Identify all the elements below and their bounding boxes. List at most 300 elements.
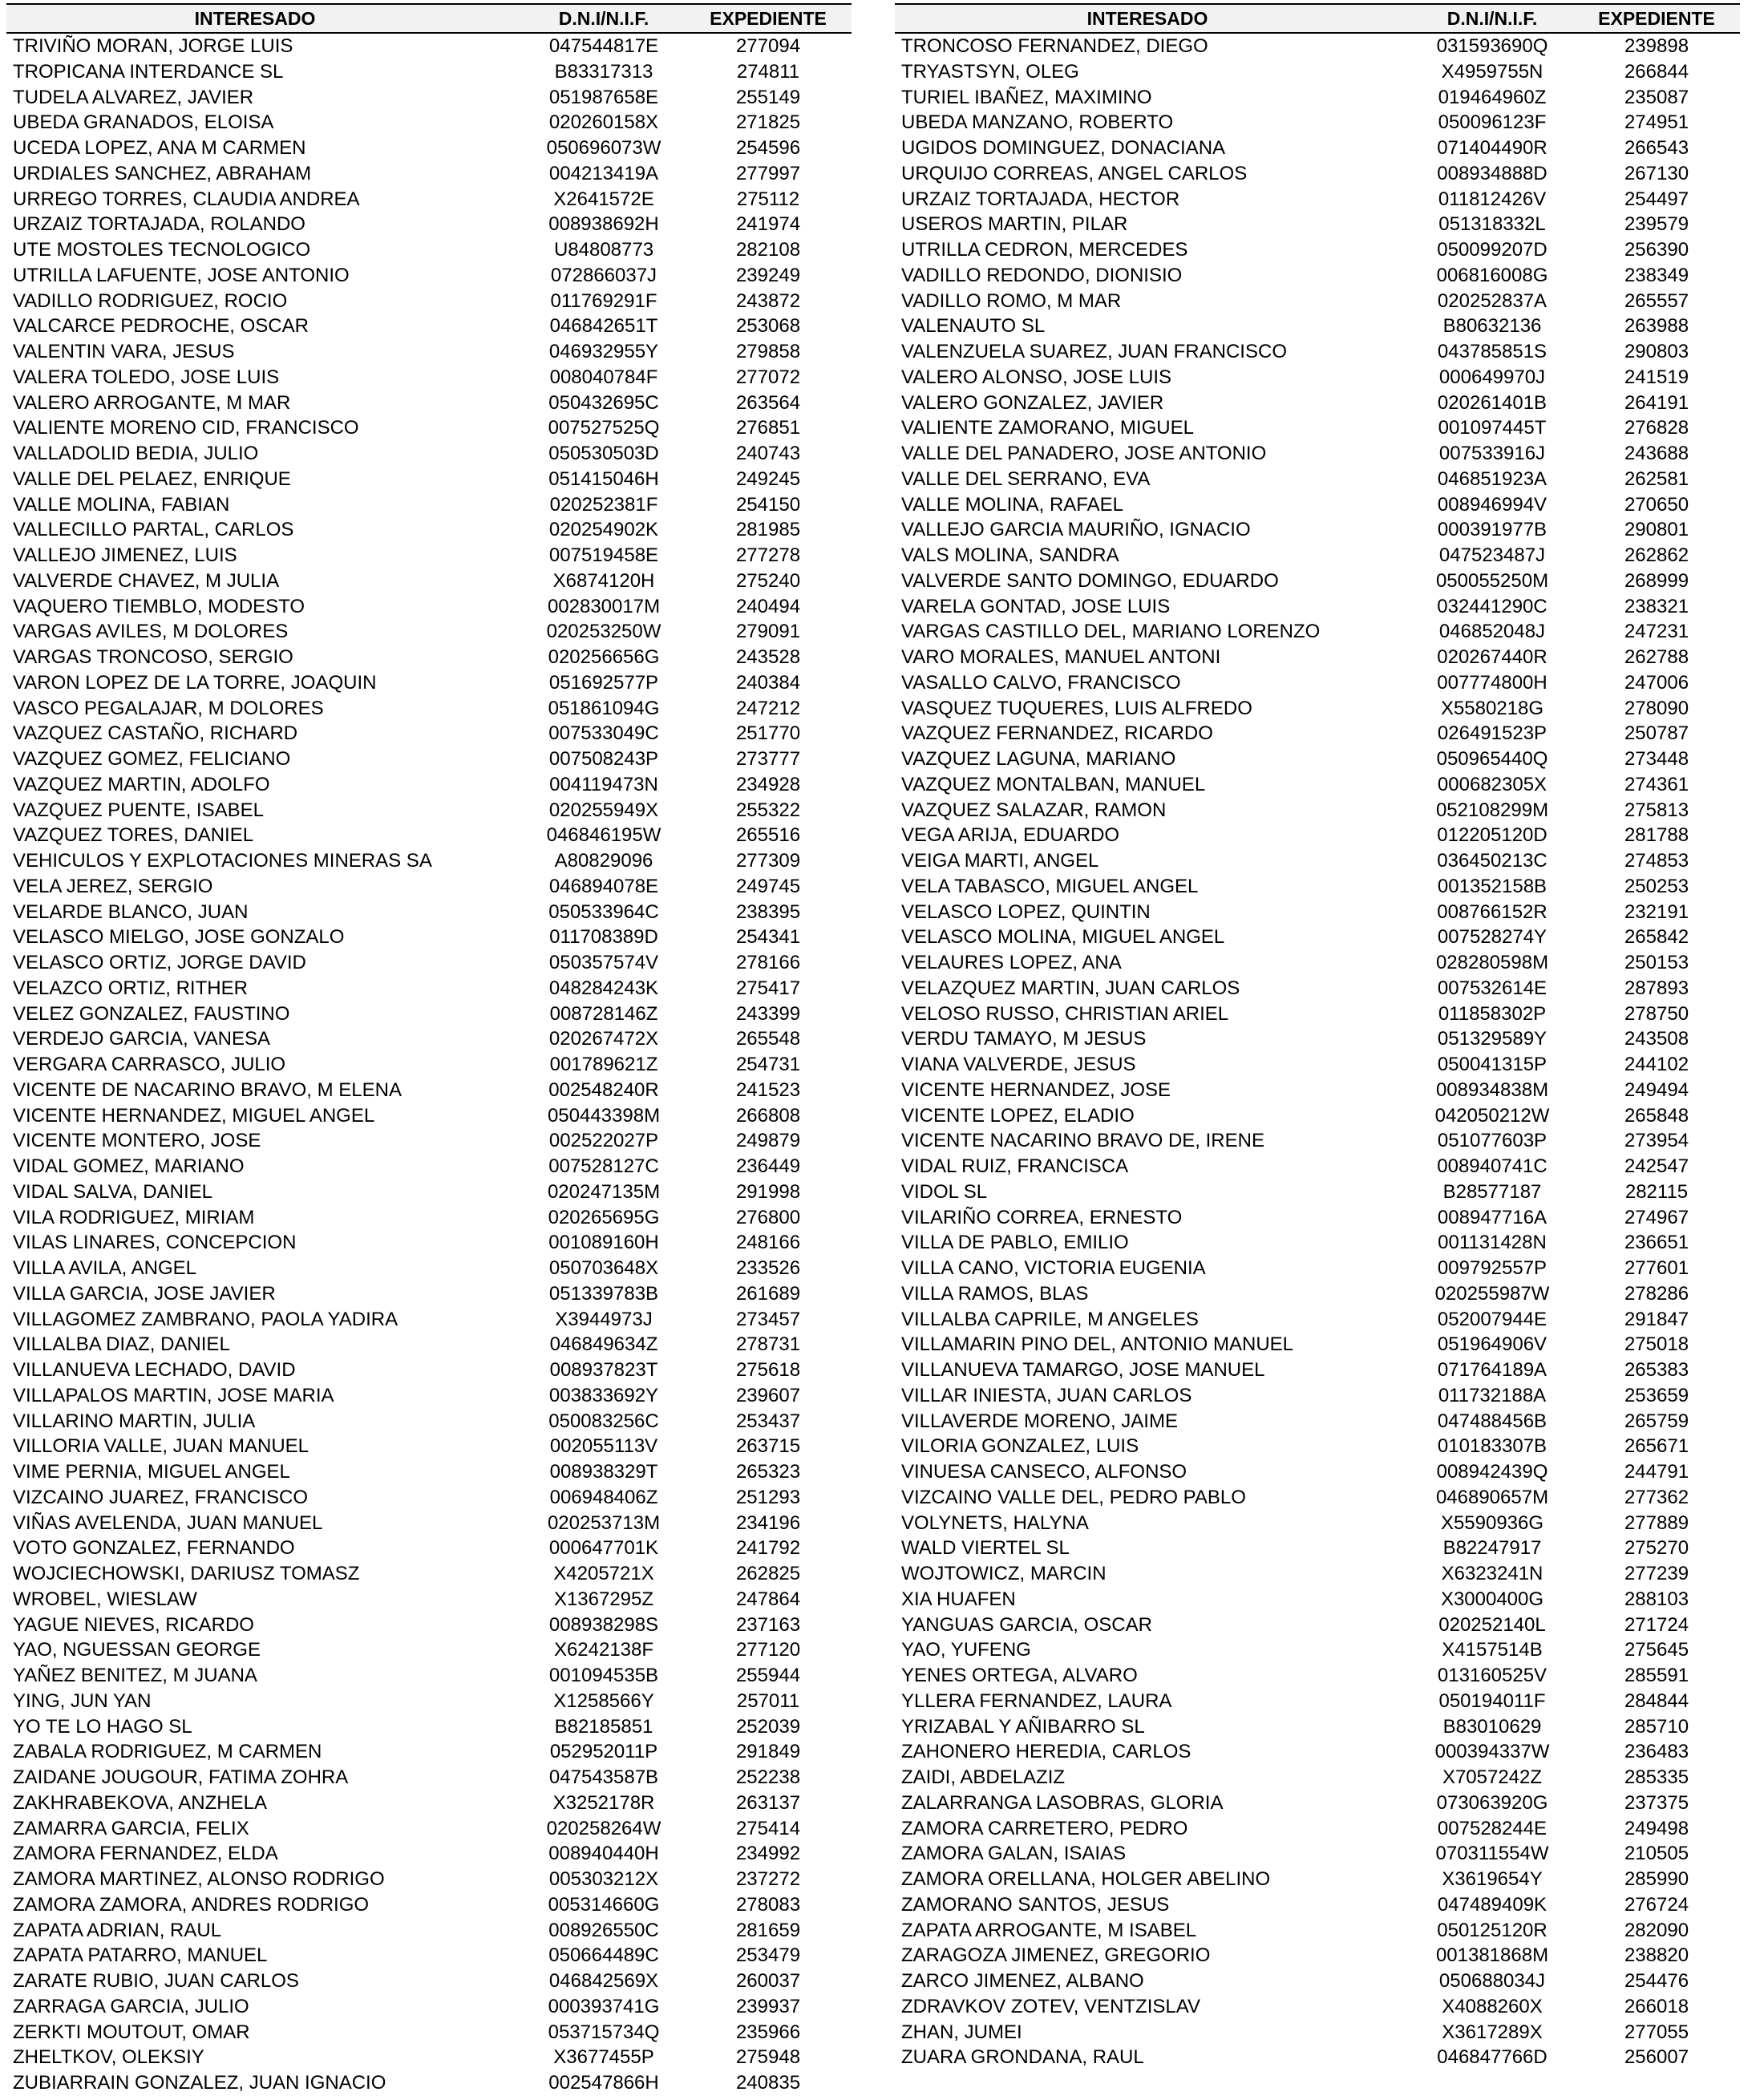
- cell-interesado: VALS MOLINA, SANDRA: [901, 544, 1119, 566]
- cell-interesado: WOJTOWICZ, MARCIN: [901, 1563, 1107, 1584]
- cell-expediente: 249494: [1624, 1078, 1689, 1101]
- cell-expediente: 265842: [1624, 926, 1689, 949]
- cell-interesado: VIDAL SALVA, DANIEL: [13, 1180, 212, 1203]
- cell-interesado: VARELA GONTAD, JOSE LUIS: [901, 595, 1171, 617]
- table-row: [895, 161, 1740, 187]
- table-row: [895, 543, 1740, 569]
- cell-expediente: 275414: [735, 1817, 801, 1839]
- cell-interesado: VILLARINO MARTIN, JULIA: [13, 1410, 256, 1432]
- table-row: [895, 517, 1740, 543]
- cell-expediente: 236651: [1624, 1232, 1689, 1254]
- cell-expediente: 277120: [735, 1639, 801, 1661]
- cell-dni: 032441290C: [1437, 595, 1548, 617]
- cell-expediente: 275948: [735, 2046, 801, 2069]
- cell-interesado: VILARIÑO CORREA, ERNESTO: [901, 1206, 1183, 1228]
- table-row: [6, 1230, 852, 1256]
- cell-expediente: 278083: [735, 1893, 801, 1916]
- cell-dni: 008940741C: [1437, 1155, 1548, 1177]
- table-row: [895, 1332, 1740, 1358]
- cell-expediente: 270650: [1624, 493, 1689, 516]
- column-header-interesado: INTERESADO: [1086, 8, 1208, 29]
- cell-interesado: VELASCO LOPEZ, QUINTIN: [901, 900, 1151, 923]
- table-row: [6, 645, 852, 670]
- cell-interesado: VELA TABASCO, MIGUEL ANGEL: [901, 875, 1199, 897]
- cell-interesado: VAZQUEZ FERNANDEZ, RICARDO: [901, 722, 1213, 745]
- cell-interesado: VIÑAS AVELENDA, JUAN MANUEL: [13, 1511, 323, 1534]
- cell-expediente: 237272: [735, 1868, 801, 1890]
- cell-expediente: 256007: [1624, 2046, 1689, 2069]
- cell-interesado: VINUESA CANSECO, ALFONSO: [901, 1461, 1187, 1483]
- table-row: [6, 798, 852, 823]
- cell-expediente: 249245: [735, 467, 801, 490]
- cell-dni: 050688034J: [1438, 1970, 1546, 1992]
- cell-expediente: 274951: [1624, 111, 1689, 134]
- cell-expediente: 243528: [735, 646, 801, 668]
- table-row: [6, 110, 852, 136]
- cell-expediente: 273954: [1624, 1130, 1689, 1152]
- table-row: [6, 1332, 852, 1358]
- table-row: [6, 1994, 852, 2020]
- cell-expediente: 238349: [1624, 264, 1689, 286]
- cell-expediente: 277309: [735, 850, 801, 872]
- cell-expediente: 276724: [1624, 1893, 1689, 1916]
- table-row: [6, 263, 852, 289]
- cell-expediente: 277239: [1624, 1563, 1689, 1584]
- cell-interesado: VADILLO ROMO, M MAR: [901, 289, 1122, 312]
- table-row: [895, 1714, 1740, 1740]
- cell-interesado: VELASCO MOLINA, MIGUEL ANGEL: [901, 926, 1225, 949]
- cell-expediente: 291998: [735, 1180, 801, 1203]
- table-row: [895, 1994, 1740, 2020]
- cell-expediente: 249745: [735, 875, 801, 897]
- cell-dni: 051339783B: [548, 1282, 659, 1305]
- table-row: [895, 925, 1740, 950]
- table-row: [6, 1969, 852, 1994]
- table-row: [6, 1841, 852, 1867]
- cell-expediente: 254476: [1624, 1970, 1689, 1992]
- cell-dni: 050533964C: [548, 900, 659, 923]
- cell-expediente: 265548: [735, 1028, 801, 1050]
- table-row: [6, 314, 852, 339]
- cell-dni: 051861094G: [548, 697, 660, 719]
- cell-interesado: VALERO GONZALEZ, JAVIER: [901, 391, 1164, 414]
- table-row: [895, 1383, 1740, 1409]
- cell-expediente: 265759: [1624, 1410, 1689, 1432]
- table-row: [6, 900, 852, 925]
- table-row: [6, 467, 852, 492]
- cell-interesado: VERGARA CARRASCO, JULIO: [13, 1054, 286, 1075]
- cell-expediente: 237163: [735, 1613, 801, 1636]
- cell-interesado: ZUARA GRONDANA, RAUL: [901, 2046, 1144, 2069]
- cell-expediente: 275645: [1624, 1639, 1689, 1661]
- cell-expediente: 247006: [1624, 671, 1689, 694]
- cell-dni: 046894078E: [548, 875, 659, 897]
- cell-dni: 046842651T: [549, 315, 658, 338]
- cell-interesado: VALIENTE ZAMORANO, MIGUEL: [901, 417, 1194, 439]
- table-row: [895, 492, 1740, 518]
- table-row: [895, 1434, 1740, 1459]
- cell-dni: 011708389D: [549, 926, 658, 949]
- table-row: [6, 1765, 852, 1791]
- table-row: [6, 823, 852, 848]
- table-row: [895, 1230, 1740, 1256]
- cell-expediente: 262825: [735, 1563, 801, 1584]
- table-row: [6, 1485, 852, 1511]
- cell-interesado: VOTO GONZALEZ, FERNANDO: [13, 1537, 295, 1560]
- left-table: [6, 3, 852, 2096]
- cell-dni: 046842569X: [548, 1970, 659, 1992]
- cell-interesado: YENES ORTEGA, ALVARO: [901, 1665, 1138, 1686]
- table-row: [895, 1765, 1740, 1791]
- cell-dni: 005303212X: [548, 1868, 659, 1890]
- cell-interesado: TURIEL IBAÑEZ, MAXIMINO: [901, 86, 1152, 108]
- table-row: [6, 1511, 852, 1536]
- cell-dni: 050055250M: [1435, 569, 1549, 592]
- table-row: [895, 721, 1740, 747]
- table-row: [895, 1205, 1740, 1231]
- cell-expediente: 253068: [735, 315, 801, 338]
- cell-interesado: UTE MOSTOLES TECNOLOGICO: [13, 239, 311, 261]
- cell-expediente: 232191: [1624, 900, 1689, 923]
- cell-expediente: 260037: [735, 1970, 801, 1992]
- cell-interesado: ZAKHRABEKOVA, ANZHELA: [13, 1791, 267, 1814]
- cell-dni: 008946994V: [1437, 493, 1548, 516]
- cell-dni: 050194011F: [1438, 1689, 1546, 1712]
- table-row: [895, 1026, 1740, 1052]
- table-row: [895, 1459, 1740, 1485]
- table-row: [6, 365, 852, 390]
- cell-interesado: URDIALES SANCHEZ, ABRAHAM: [13, 162, 312, 184]
- cell-interesado: VAZQUEZ LAGUNA, MARIANO: [901, 748, 1176, 770]
- table-row: [6, 136, 852, 161]
- cell-dni: 072866037J: [550, 264, 657, 286]
- cell-expediente: 277997: [735, 162, 801, 184]
- cell-dni: 000394337W: [1434, 1741, 1550, 1763]
- cell-dni: 011769291F: [550, 289, 657, 312]
- cell-dni: B82185851: [554, 1715, 653, 1738]
- table-row: [895, 85, 1740, 111]
- cell-interesado: VELAURES LOPEZ, ANA: [901, 952, 1122, 973]
- cell-interesado: VELASCO MIELGO, JOSE GONZALO: [13, 926, 345, 949]
- table-row: [895, 874, 1740, 900]
- cell-expediente: 277072: [735, 366, 801, 388]
- cell-dni: 053715734Q: [548, 2021, 660, 2043]
- table-row: [6, 874, 852, 900]
- cell-expediente: 256390: [1624, 239, 1689, 261]
- cell-dni: 001097445T: [1438, 417, 1547, 439]
- table-row: [895, 823, 1740, 848]
- cell-dni: 001089160H: [548, 1232, 659, 1254]
- cell-expediente: 268999: [1624, 569, 1689, 592]
- cell-interesado: VARGAS CASTILLO DEL, MARIANO LORENZO: [901, 621, 1321, 643]
- table-row: [895, 1536, 1740, 1561]
- cell-dni: 020255987W: [1434, 1282, 1550, 1305]
- cell-interesado: WALD VIERTEL SL: [901, 1537, 1070, 1560]
- cell-interesado: URQUIJO CORREAS, ANGEL CARLOS: [901, 162, 1248, 184]
- cell-dni: 008040784F: [549, 366, 658, 388]
- table-row: [6, 34, 852, 59]
- cell-dni: B80632136: [1442, 315, 1542, 338]
- cell-dni: 020253250W: [546, 621, 662, 643]
- cell-expediente: 210505: [1624, 1843, 1689, 1865]
- cell-dni: 051964906V: [1437, 1333, 1548, 1356]
- table-row: [6, 2070, 852, 2096]
- cell-interesado: VILORIA GONZALEZ, LUIS: [901, 1435, 1139, 1458]
- table-row: [895, 110, 1740, 136]
- cell-expediente: 254150: [735, 493, 801, 516]
- table-row: [6, 569, 852, 594]
- table-row: [6, 1892, 852, 1918]
- cell-expediente: 277362: [1624, 1486, 1689, 1508]
- cell-dni: 050096123F: [1438, 111, 1547, 134]
- table-row: [6, 950, 852, 976]
- cell-interesado: VELAZQUEZ MARTIN, JUAN CARLOS: [901, 977, 1240, 999]
- cell-interesado: VAZQUEZ GOMEZ, FELICIANO: [13, 748, 291, 770]
- cell-interesado: VILLA DE PABLO, EMILIO: [901, 1232, 1129, 1254]
- cell-interesado: VELOSO RUSSO, CHRISTIAN ARIEL: [901, 1002, 1229, 1025]
- cell-dni: X1367295Z: [553, 1588, 654, 1610]
- cell-dni: 004119473N: [549, 773, 658, 795]
- table-row: [895, 619, 1740, 645]
- cell-expediente: 282108: [735, 239, 801, 261]
- cell-interesado: VAZQUEZ PUENTE, ISABEL: [13, 799, 264, 821]
- cell-expediente: 239607: [735, 1384, 801, 1406]
- cell-expediente: 247212: [735, 697, 801, 719]
- cell-expediente: 264191: [1624, 391, 1689, 414]
- cell-interesado: ZALARRANGA LASOBRAS, GLORIA: [901, 1791, 1224, 1814]
- cell-dni: X3000400G: [1440, 1588, 1544, 1610]
- cell-expediente: 241519: [1624, 366, 1689, 388]
- cell-interesado: VELEZ GONZALEZ, FAUSTINO: [13, 1002, 290, 1025]
- cell-interesado: VALLE MOLINA, FABIAN: [13, 493, 230, 516]
- cell-interesado: VILLANUEVA LECHADO, DAVID: [13, 1359, 296, 1381]
- cell-expediente: 288103: [1624, 1588, 1689, 1610]
- table-row: [895, 34, 1740, 59]
- table-row: [895, 1001, 1740, 1027]
- cell-dni: 002830017M: [547, 595, 661, 617]
- cell-dni: X6874120H: [552, 569, 655, 592]
- cell-interesado: VALLEJO GARCIA MAURIÑO, IGNACIO: [901, 519, 1251, 541]
- table-row: [6, 1409, 852, 1434]
- table-row: [895, 441, 1740, 467]
- cell-interesado: VILA RODRIGUEZ, MIRIAM: [13, 1206, 255, 1228]
- cell-interesado: VAZQUEZ SALAZAR, RAMON: [901, 799, 1167, 821]
- cell-expediente: 253659: [1624, 1384, 1689, 1406]
- cell-interesado: VALVERDE CHAVEZ, M JULIA: [13, 569, 280, 592]
- cell-expediente: 265671: [1624, 1435, 1689, 1458]
- cell-dni: 009792557P: [1437, 1257, 1548, 1279]
- cell-expediente: 251293: [735, 1486, 801, 1508]
- cell-expediente: 238395: [735, 900, 801, 923]
- cell-dni: 003833692Y: [548, 1384, 659, 1406]
- table-row: [6, 543, 852, 569]
- cell-expediente: 266543: [1624, 137, 1689, 159]
- cell-interesado: ZARRAGA GARCIA, JULIO: [13, 1995, 249, 2017]
- cell-interesado: YING, JUN YAN: [13, 1689, 152, 1712]
- cell-dni: X4959755N: [1441, 60, 1544, 83]
- cell-expediente: 244791: [1624, 1461, 1689, 1483]
- cell-dni: 020267440R: [1437, 646, 1548, 668]
- cell-expediente: 248166: [735, 1232, 801, 1254]
- table-row: [6, 289, 852, 314]
- cell-interesado: ZUBIARRAIN GONZALEZ, JUAN IGNACIO: [13, 2072, 386, 2094]
- table-row: [6, 59, 852, 85]
- cell-expediente: 239579: [1624, 213, 1689, 236]
- cell-expediente: 241792: [735, 1537, 801, 1560]
- cell-interesado: VELARDE BLANCO, JUAN: [13, 900, 249, 923]
- table-row: [895, 1816, 1740, 1842]
- cell-interesado: VALLE DEL PELAEZ, ENRIQUE: [13, 467, 291, 490]
- table-row: [895, 2045, 1740, 2070]
- cell-interesado: YAÑEZ BENITEZ, M JUANA: [13, 1665, 257, 1686]
- cell-interesado: VALLADOLID BEDIA, JULIO: [13, 443, 259, 464]
- cell-expediente: 285335: [1624, 1766, 1689, 1788]
- cell-expediente: 281985: [735, 519, 801, 541]
- cell-dni: 007528127C: [548, 1155, 659, 1177]
- cell-dni: 046890657M: [1435, 1486, 1549, 1508]
- cell-interesado: VARGAS TRONCOSO, SERGIO: [13, 646, 293, 668]
- cell-dni: 050357574V: [548, 952, 659, 973]
- table-row: [6, 1026, 852, 1052]
- cell-dni: 008934838M: [1435, 1078, 1549, 1101]
- cell-dni: 007533916J: [1438, 443, 1546, 464]
- cell-interesado: VARO MORALES, MANUEL ANTONI: [901, 646, 1221, 668]
- cell-interesado: UBEDA MANZANO, ROBERTO: [901, 111, 1174, 134]
- cell-dni: 046847766D: [1437, 2046, 1548, 2069]
- cell-expediente: 276800: [735, 1206, 801, 1228]
- cell-expediente: 273448: [1624, 748, 1689, 770]
- cell-interesado: TRONCOSO FERNANDEZ, DIEGO: [901, 35, 1208, 57]
- cell-dni: X6323241N: [1441, 1563, 1544, 1584]
- table-row: [6, 1816, 852, 1842]
- cell-expediente: 234992: [735, 1843, 801, 1865]
- cell-expediente: 257011: [736, 1689, 800, 1712]
- cell-expediente: 243399: [735, 1002, 801, 1025]
- cell-expediente: 233526: [735, 1257, 801, 1279]
- cell-dni: B83010629: [1442, 1715, 1542, 1738]
- cell-interesado: VALLE DEL SERRANO, EVA: [901, 467, 1151, 490]
- cell-dni: 071764189A: [1437, 1359, 1548, 1381]
- cell-dni: 051329589Y: [1437, 1028, 1548, 1050]
- cell-expediente: 263988: [1624, 315, 1689, 338]
- cell-expediente: 243688: [1624, 443, 1689, 464]
- table-row: [6, 187, 852, 212]
- table-row: [6, 339, 852, 365]
- cell-dni: B82247917: [1442, 1537, 1542, 1560]
- cell-dni: 007533049C: [548, 722, 659, 745]
- cell-expediente: 241974: [735, 213, 801, 236]
- cell-interesado: YAO, YUFENG: [901, 1639, 1031, 1661]
- table-row: [6, 212, 852, 237]
- table-row: [6, 1663, 852, 1689]
- cell-dni: 000391977B: [1437, 519, 1548, 541]
- table-row: [6, 1383, 852, 1409]
- cell-expediente: 255944: [735, 1665, 801, 1686]
- cell-expediente: 242547: [1624, 1155, 1689, 1177]
- cell-expediente: 244102: [1624, 1054, 1689, 1075]
- cell-expediente: 278090: [1624, 697, 1689, 719]
- table-row: [895, 1689, 1740, 1714]
- cell-dni: U84808773: [553, 239, 654, 261]
- cell-interesado: YLLERA FERNANDEZ, LAURA: [901, 1689, 1172, 1712]
- cell-dni: 020252140L: [1438, 1613, 1546, 1636]
- cell-interesado: VILLA CANO, VICTORIA EUGENIA: [901, 1257, 1206, 1279]
- cell-dni: 007532614E: [1437, 977, 1548, 999]
- table-row: [895, 1587, 1740, 1612]
- cell-interesado: UBEDA GRANADOS, ELOISA: [13, 111, 274, 134]
- cell-interesado: VERDU TAMAYO, M JESUS: [901, 1028, 1147, 1050]
- cell-dni: B28577187: [1442, 1180, 1542, 1203]
- table-row: [6, 1307, 852, 1333]
- cell-interesado: ZHAN, JUMEI: [901, 2021, 1022, 2043]
- cell-interesado: VADILLO RODRIGUEZ, ROCIO: [13, 289, 288, 312]
- table-header: [6, 3, 852, 34]
- table-row: [895, 1841, 1740, 1867]
- table-row: [6, 1689, 852, 1714]
- cell-interesado: VILLALBA CAPRILE, M ANGELES: [901, 1308, 1199, 1330]
- cell-expediente: 253479: [735, 1944, 801, 1967]
- cell-dni: X3252178R: [552, 1791, 655, 1814]
- cell-dni: 031593690Q: [1436, 35, 1548, 57]
- table-row: [895, 263, 1740, 289]
- cell-dni: 007508243P: [548, 748, 659, 770]
- cell-interesado: VALVERDE SANTO DOMINGO, EDUARDO: [901, 569, 1279, 592]
- cell-interesado: VIZCAINO JUAREZ, FRANCISCO: [13, 1486, 309, 1508]
- cell-expediente: 265557: [1624, 289, 1689, 312]
- right-table: [895, 3, 1740, 2070]
- cell-expediente: 241523: [735, 1078, 801, 1101]
- cell-dni: 046849634Z: [549, 1333, 658, 1356]
- cell-interesado: ZAMORA ORELLANA, HOLGER ABELINO: [901, 1868, 1271, 1890]
- column-header-interesado: INTERESADO: [194, 8, 316, 29]
- cell-dni: 020267472X: [548, 1028, 659, 1050]
- table-row: [895, 696, 1740, 722]
- cell-expediente: 285591: [1624, 1665, 1689, 1686]
- table-row: [895, 1867, 1740, 1892]
- cell-expediente: 247864: [735, 1588, 801, 1610]
- cell-interesado: ZAPATA ADRIAN, RAUL: [13, 1919, 222, 1941]
- table-row: [895, 1485, 1740, 1511]
- cell-dni: 051415046H: [548, 467, 659, 490]
- table-row: [895, 1943, 1740, 1969]
- table-row: [895, 645, 1740, 670]
- cell-expediente: 254596: [735, 137, 801, 159]
- cell-interesado: URZAIZ TORTAJADA, HECTOR: [901, 188, 1180, 210]
- cell-expediente: 253437: [735, 1410, 801, 1432]
- table-row: [895, 289, 1740, 314]
- table-row: [895, 1969, 1740, 1994]
- cell-interesado: VAZQUEZ MARTIN, ADOLFO: [13, 773, 270, 795]
- cell-dni: 002547866H: [548, 2072, 659, 2094]
- cell-interesado: VOLYNETS, HALYNA: [901, 1511, 1089, 1534]
- cell-interesado: ZAIDI, ABDELAZIZ: [901, 1766, 1066, 1788]
- cell-expediente: 263137: [735, 1791, 801, 1814]
- cell-dni: 011812426V: [1438, 188, 1547, 210]
- cell-dni: 008938692H: [548, 213, 659, 236]
- cell-dni: 073063920G: [1436, 1791, 1548, 1814]
- cell-expediente: 277601: [1624, 1257, 1689, 1279]
- cell-dni: 047489409K: [1437, 1893, 1548, 1916]
- cell-dni: 008766152R: [1437, 900, 1548, 923]
- cell-dni: 007528244E: [1437, 1817, 1548, 1839]
- cell-dni: 010183307B: [1437, 1435, 1548, 1458]
- cell-expediente: 273777: [735, 748, 801, 770]
- cell-expediente: 278731: [735, 1333, 801, 1356]
- table-row: [895, 569, 1740, 594]
- cell-interesado: VIDOL SL: [901, 1180, 988, 1203]
- table-row: [6, 1256, 852, 1281]
- cell-interesado: VILLALBA DIAZ, DANIEL: [13, 1333, 230, 1356]
